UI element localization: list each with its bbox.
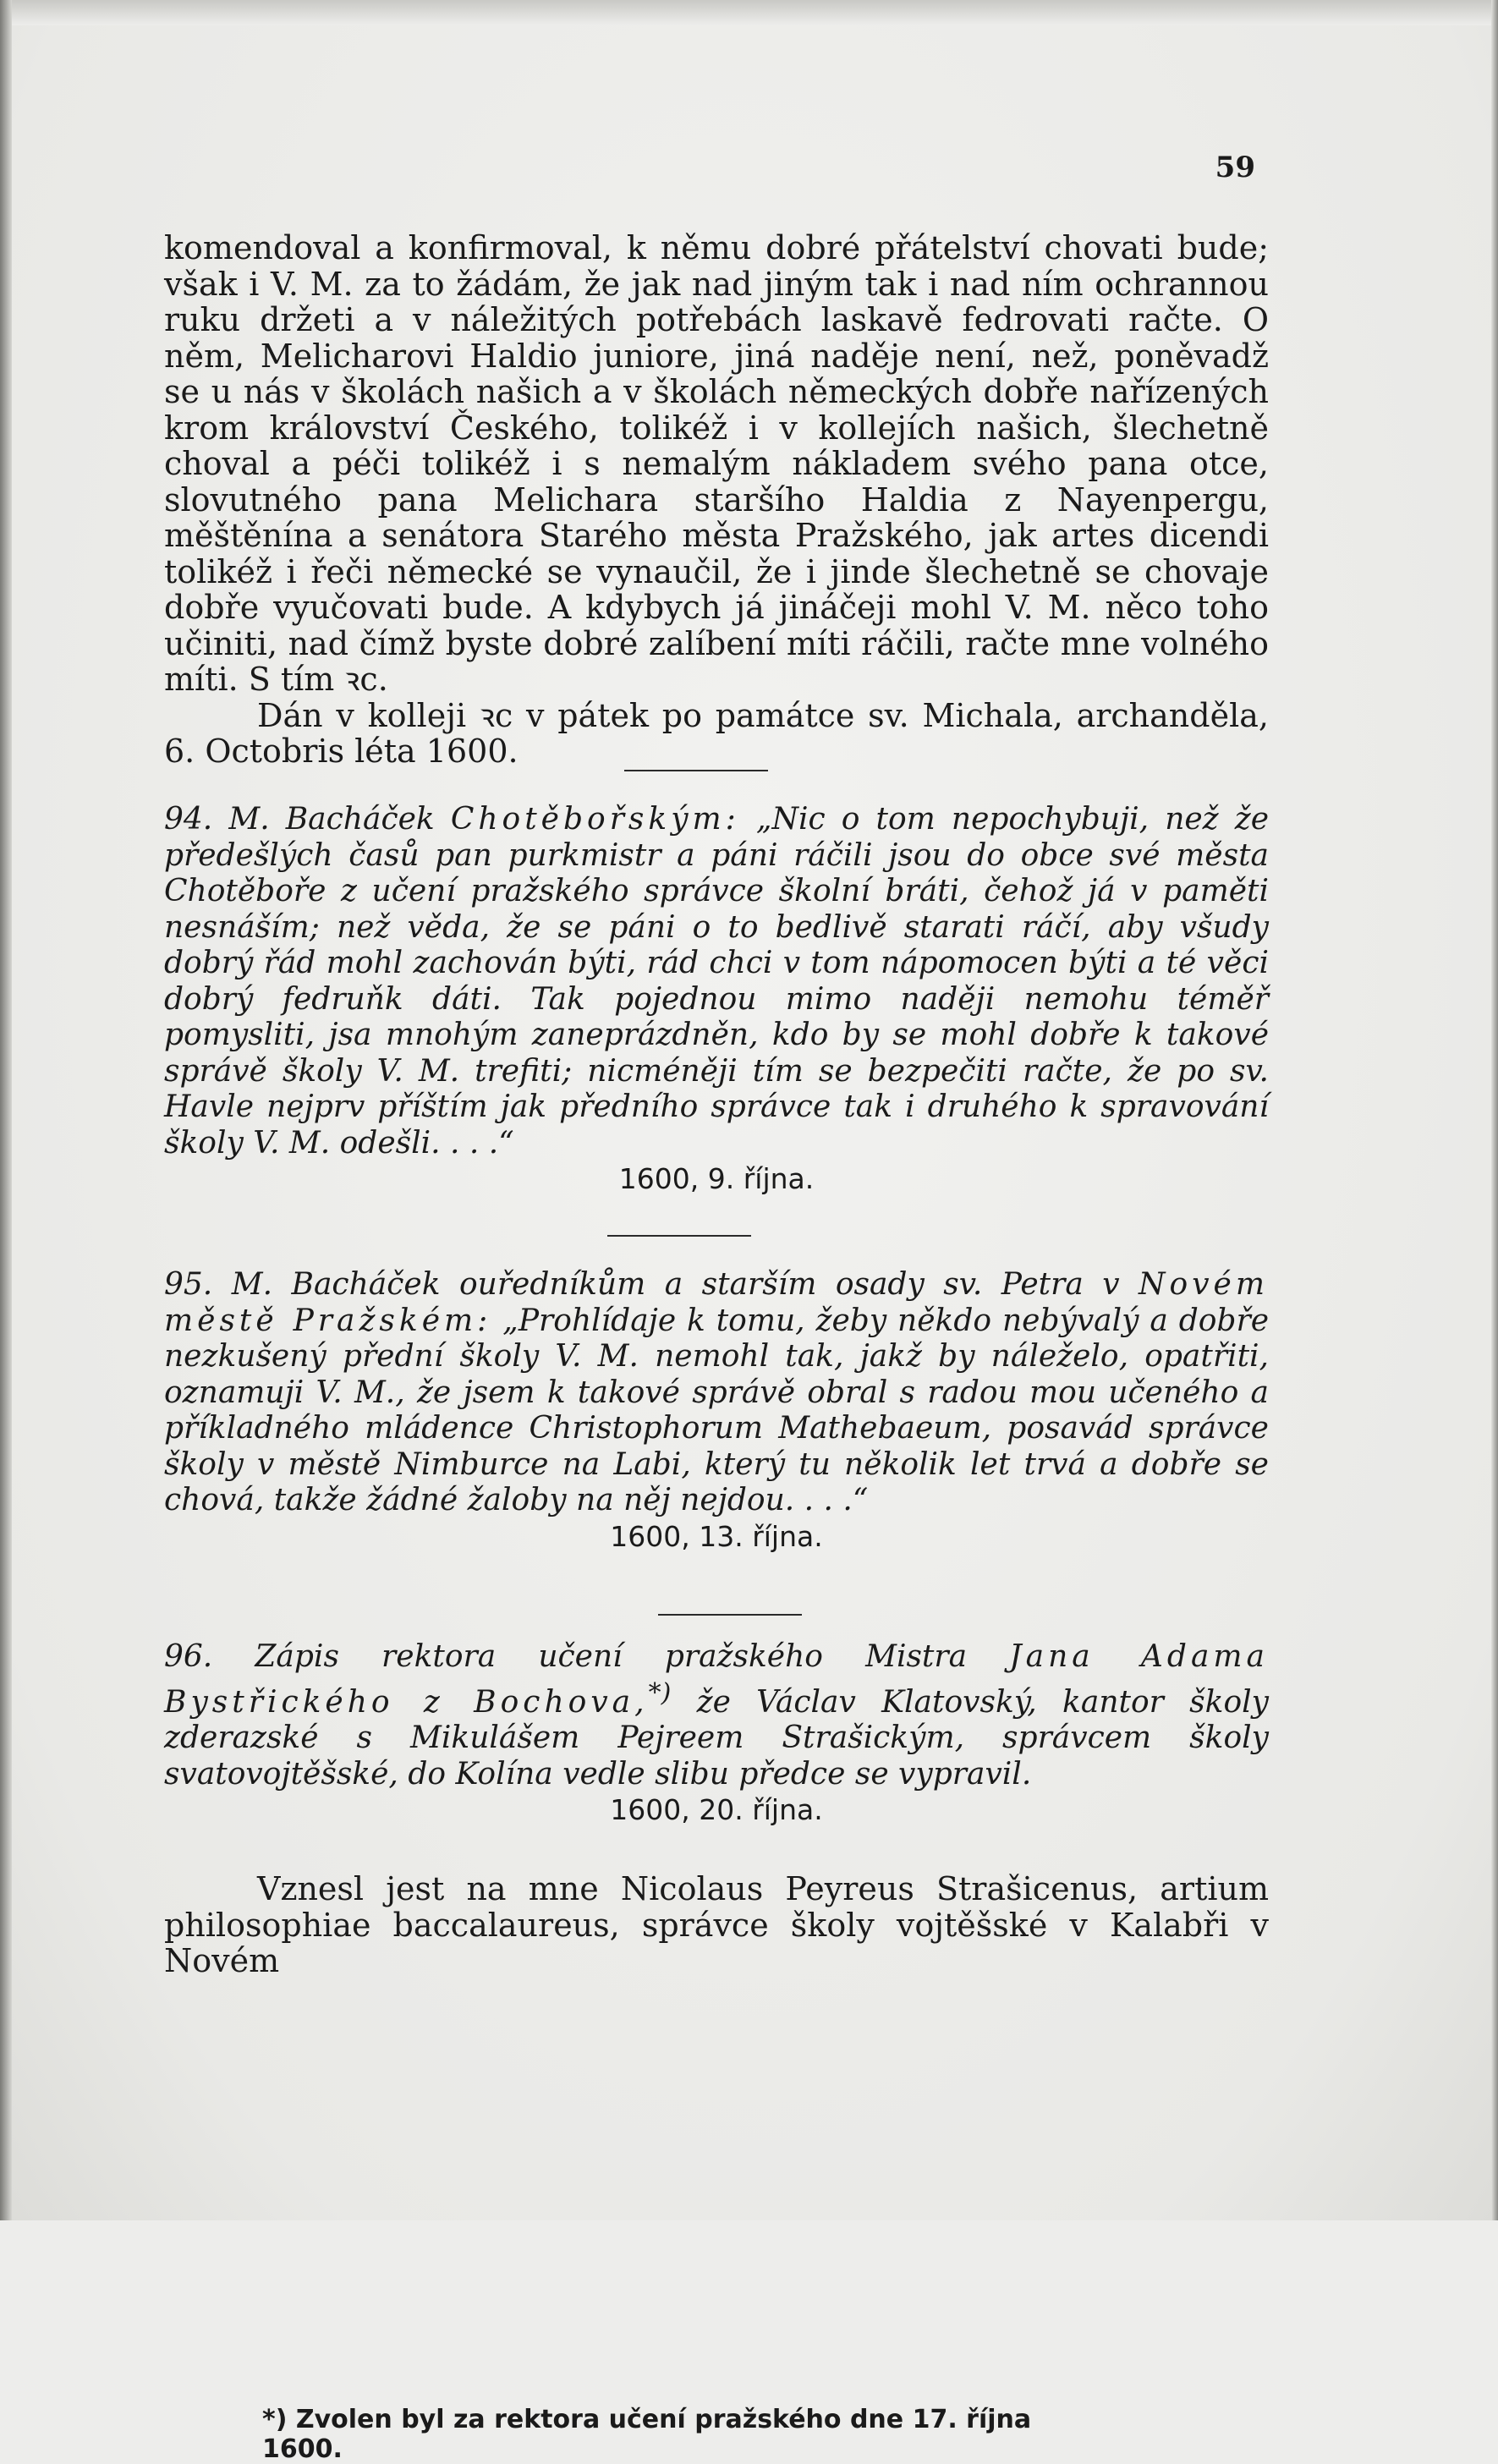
entry-lead: M. Bacháček ouředníkům a starším osady sv. Petra v [231, 1267, 1139, 1302]
entry-date: 1600, 9. října. [618, 1162, 815, 1195]
entry-94 [164, 802, 1269, 1198]
section-divider [658, 1614, 802, 1616]
entry-95 [164, 1267, 1269, 1555]
entry-author: Jana Adama Bystřického z Bochova, [164, 1639, 1270, 1720]
page-right-shadow [1491, 0, 1498, 2220]
dating-paragraph: Dán v kolleji ꝛc v pátek po památce sv. Michala, archanděla, 6. Octobris léta 1600. [164, 696, 1269, 770]
section-divider [607, 1235, 751, 1237]
footnote-text: Zvolen byl za rektora učení pražského dne 17. října 1600. [262, 2405, 1032, 2464]
section-divider [624, 770, 768, 771]
entry-lead: Zápis rektora učení pražského Mistra [255, 1639, 1010, 1674]
entry-text: „Prohlídaje k tomu, žeby někdo nebývalý a dobře nezkušený přední školy V. M. nemohl tak, jakž by náleželo, opatřiti, oznamuji V. M., že jsem k takové správě obral s radou mou učeného a příkladného mládence Christophorum Mathebaeum, posavád správce školy v městě Nimburce na Labi, který tu několik let trvá a dobře se chová, takže žádné žaloby na něj nejdou. . . .“ [164, 1303, 1269, 1517]
page-top-shadow [0, 0, 1498, 25]
entry-number: 94. [164, 802, 213, 837]
footnote-mark: *) [262, 2405, 288, 2434]
opening-text [164, 230, 1269, 770]
entry-text: „Nic o tom nepochybuji, než že předešlých časů pan purkmistr a páni ráčili jsou do obce své města Chotěboře z učení pražského správce školní bráti, čehož já v paměti nesnáším; než věda, že se páni o to bedlivě starati ráčí, aby všudy dobrý řád mohl zachován býti, rád chci v tom nápomocen býti a té věci dobrý fedruňk dáti. Tak pojednou mimo naději nemohu téměř pomysliti, jsa mnohým zaneprázdněn, kdo by se mohl dobře k takové správě školy V. M. trefiti; nicméněji tím se bezpečiti račte, že po sv. Havle nejprv příštím jak předního správce tak i druhého k spravování školy V. M. odešli. . . .“ [164, 802, 1269, 1161]
entry-lead: M. Bacháček [228, 802, 451, 837]
entry-addressee: Chotěbořským: [450, 802, 740, 837]
entry-number: 96. [164, 1639, 213, 1674]
entry-96 [164, 1639, 1269, 1829]
footnote [262, 2405, 1108, 2464]
closing-text [164, 1871, 1269, 1979]
opening-paragraph: komendoval a konfirmoval, k němu dobré přátelství chovati bude; však i V. M. za to žádám, že jak nad jiným tak i nad ním ochrannou ruku držeti a v náležitých potřebách laskavě fedrovati račte. O něm, Melicharovi Haldio juniore, jiná naděje není, než, poněvadž se u nás v školách našich a v školách německých dobře nařízených krom království Českého, tolikéž i v kollejích našich, šlechetně choval a péči tolikéž i s nemalým nákladem svého pana otce, slovutného pana Melichara staršího Haldia z Nayenpergu, měštěnína a senátora Starého města Pražského, jak artes dicendi tolikéž i řeči německé se vynaučil, že i jinde šlechetně se chovaje dobře vyučovati bude. A kdybych já jináčeji mohl V. M. něco toho učiniti, nad čímž byste dobré zalíbení míti ráčili, račte mne volného míti. S tím ꝛc. [164, 229, 1269, 698]
entry-text: že Václav Klatovský, kantor školy zderazské s Mikulášem Pejreem Strašickým, správcem školy svatovojtěšské, do Kolína vedle slibu předce se vypravil. [164, 1684, 1269, 1792]
entry-addressee: Novém městě Pražském: [164, 1267, 1269, 1338]
entry-date: 1600, 20. října. [610, 1793, 823, 1826]
footnote-reference: *) [648, 1677, 672, 1708]
entry-number: 95. [164, 1267, 213, 1302]
closing-paragraph: Vznesl jest na mne Nicolaus Peyreus Strašicenus, artium philosophiae baccalaureus, správce školy vojtěšské v Kalabři v Novém [164, 1870, 1269, 1979]
entry-date: 1600, 13. října. [610, 1519, 823, 1553]
page-left-shadow [0, 0, 12, 2220]
page-number: 59 [1215, 151, 1255, 184]
